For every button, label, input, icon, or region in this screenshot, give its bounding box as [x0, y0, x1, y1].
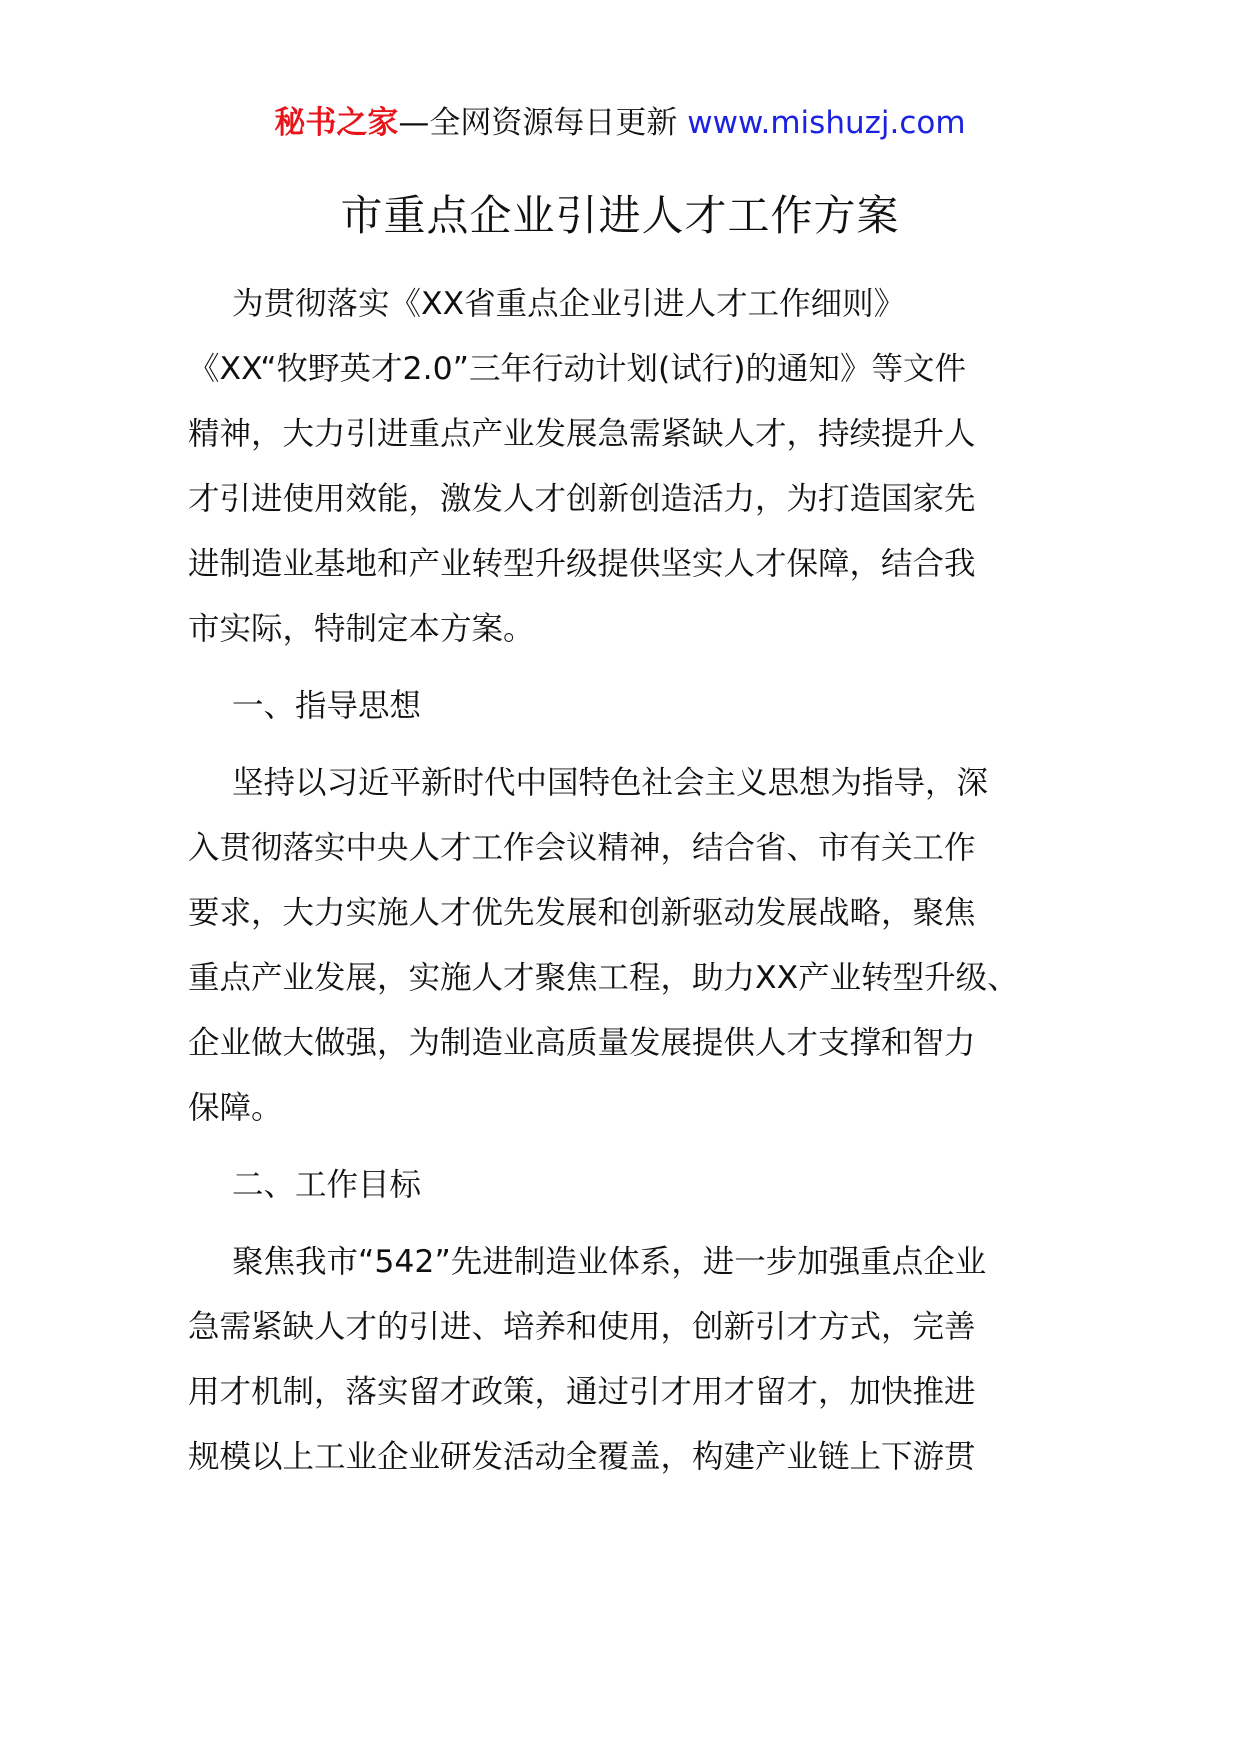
paragraph-work-goals — [188, 1230, 1068, 1490]
text-line: 急需紧缺人才的引进、培养和使用，创新引才方式，完善 — [188, 1309, 976, 1345]
document-title: 市重点企业引进人才工作方案 — [340, 191, 900, 240]
header-tagline: —全网资源每日更新 — [398, 105, 688, 141]
text-line: 为贯彻落实《XX省重点企业引进人才工作细则》 — [232, 286, 906, 322]
document-body — [188, 272, 1068, 1490]
text-line: 重点产业发展，实施人才聚焦工程，助力XX产业转型升级、 — [188, 960, 1019, 996]
text-line: 进制造业基地和产业转型升级提供坚实人才保障，结合我 — [188, 546, 976, 582]
text-line: 保障。 — [188, 1090, 283, 1126]
text-line: 用才机制，落实留才政策，通过引才用才留才，加快推进 — [188, 1374, 976, 1410]
text-line: 规模以上工业企业研发活动全覆盖，构建产业链上下游贯 — [188, 1439, 976, 1475]
brand-name: 秘书之家 — [274, 105, 399, 141]
section-heading-work-goals — [188, 1153, 1068, 1218]
text-line: 入贯彻落实中央人才工作会议精神，结合省、市有关工作 — [188, 830, 976, 866]
text-line: 坚持以习近平新时代中国特色社会主义思想为指导，深 — [232, 765, 989, 801]
paragraph-intro — [188, 272, 1068, 662]
paragraph-guiding-ideology — [188, 751, 1068, 1141]
text-line: 精神，大力引进重点产业发展急需紧缺人才，持续提升人 — [188, 416, 976, 452]
text-line: 《XX“牧野英才2.0”三年行动计划(试行)的通知》等文件 — [188, 351, 967, 387]
section-heading-guiding-ideology — [188, 674, 1068, 739]
text-line: 才引进使用效能，激发人才创新创造活力，为打造国家先 — [188, 481, 976, 517]
text-line: 聚焦我市“542”先进制造业体系，进一步加强重点企业 — [232, 1244, 987, 1280]
text-line: 企业做大做强，为制造业高质量发展提供人才支撑和智力 — [188, 1025, 976, 1061]
site-header — [0, 100, 1240, 146]
text-line: 要求，大力实施人才优先发展和创新驱动发展战略，聚焦 — [188, 895, 976, 931]
site-url-link[interactable]: www.mishuzj.com — [687, 105, 966, 141]
section-heading: 二、工作目标 — [232, 1167, 422, 1203]
text-line: 市实际，特制定本方案。 — [188, 611, 535, 647]
section-heading: 一、指导思想 — [232, 688, 422, 724]
